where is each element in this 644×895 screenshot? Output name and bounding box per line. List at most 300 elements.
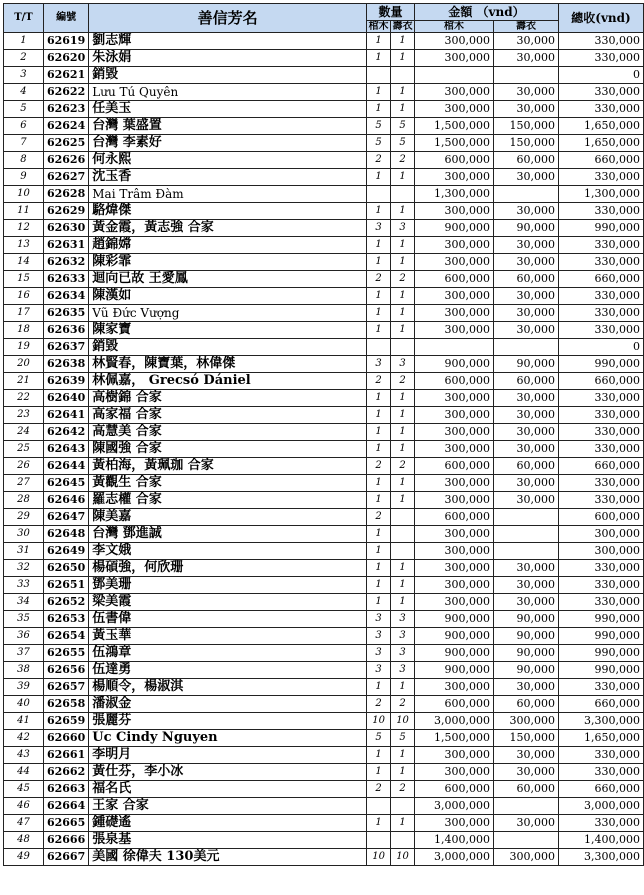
- donor-code: 62624: [43, 118, 88, 135]
- row-total: 990,000: [558, 220, 643, 237]
- donor-code: 62659: [43, 713, 88, 730]
- row-number: 19: [4, 339, 44, 356]
- amount-shroud: [494, 186, 559, 203]
- donor-name: 伍達勇: [89, 662, 367, 679]
- amount-coffin: 900,000: [415, 645, 494, 662]
- amount-coffin: 300,000: [415, 33, 494, 50]
- qty-coffin: 1: [367, 169, 391, 186]
- qty-coffin: 1: [367, 390, 391, 407]
- table-row: [4, 203, 644, 220]
- donor-name: 台灣 葉盛置: [89, 118, 367, 135]
- row-number: 11: [4, 203, 44, 220]
- qty-shroud: [391, 543, 415, 560]
- qty-shroud: 1: [391, 594, 415, 611]
- amount-shroud: 90,000: [494, 220, 559, 237]
- amount-shroud: 60,000: [494, 458, 559, 475]
- qty-coffin: 3: [367, 220, 391, 237]
- donor-name: 黃金霞，黃志強 合家: [89, 220, 367, 237]
- row-number: 9: [4, 169, 44, 186]
- qty-coffin: 1: [367, 203, 391, 220]
- row-number: 4: [4, 84, 44, 101]
- amount-shroud: 30,000: [494, 441, 559, 458]
- table-row: [4, 492, 644, 509]
- amount-coffin: 300,000: [415, 84, 494, 101]
- row-total: 330,000: [558, 594, 643, 611]
- row-number: 44: [4, 764, 44, 781]
- row-total: 330,000: [558, 475, 643, 492]
- row-total: 3,000,000: [558, 798, 643, 815]
- amount-coffin: 900,000: [415, 628, 494, 645]
- qty-coffin: 2: [367, 458, 391, 475]
- qty-coffin: 1: [367, 50, 391, 67]
- qty-shroud: 1: [391, 441, 415, 458]
- qty-shroud: 2: [391, 696, 415, 713]
- qty-shroud: 5: [391, 730, 415, 747]
- donor-name: 張泉基: [89, 832, 367, 849]
- qty-shroud: 1: [391, 84, 415, 101]
- row-total: 990,000: [558, 628, 643, 645]
- donor-name: 李文娥: [89, 543, 367, 560]
- donor-name: 沈玉香: [89, 169, 367, 186]
- table-row: [4, 390, 644, 407]
- row-number: 7: [4, 135, 44, 152]
- table-row: [4, 475, 644, 492]
- qty-coffin: [367, 186, 391, 203]
- amount-coffin: 300,000: [415, 815, 494, 832]
- row-total: 660,000: [558, 696, 643, 713]
- qty-coffin: 10: [367, 849, 391, 866]
- header-amount-shroud: 壽衣: [494, 21, 559, 33]
- amount-coffin: 900,000: [415, 662, 494, 679]
- donor-name: 鄧美珊: [89, 577, 367, 594]
- amount-shroud: 30,000: [494, 322, 559, 339]
- donor-code: 62653: [43, 611, 88, 628]
- amount-coffin: 300,000: [415, 679, 494, 696]
- amount-shroud: 90,000: [494, 628, 559, 645]
- row-total: 330,000: [558, 101, 643, 118]
- row-number: 34: [4, 594, 44, 611]
- donor-name: 福名氏: [89, 781, 367, 798]
- row-number: 43: [4, 747, 44, 764]
- donor-code: 62637: [43, 339, 88, 356]
- table-row: [4, 577, 644, 594]
- donor-code: 62619: [43, 33, 88, 50]
- qty-shroud: 1: [391, 390, 415, 407]
- table-row: [4, 101, 644, 118]
- row-number: 28: [4, 492, 44, 509]
- table-row: [4, 696, 644, 713]
- row-number: 15: [4, 271, 44, 288]
- qty-shroud: 1: [391, 33, 415, 50]
- donor-code: 62649: [43, 543, 88, 560]
- table-row: [4, 373, 644, 390]
- qty-coffin: 1: [367, 594, 391, 611]
- donor-name: 楊順令，楊淑淇: [89, 679, 367, 696]
- table-row: [4, 322, 644, 339]
- table-row: [4, 84, 644, 101]
- qty-coffin: 2: [367, 152, 391, 169]
- table-row: [4, 152, 644, 169]
- qty-coffin: 1: [367, 237, 391, 254]
- qty-shroud: 2: [391, 781, 415, 798]
- table-row: [4, 186, 644, 203]
- amount-shroud: 90,000: [494, 645, 559, 662]
- donor-code: 62666: [43, 832, 88, 849]
- donor-code: 62640: [43, 390, 88, 407]
- header-name: 善信芳名: [89, 4, 367, 33]
- row-number: 49: [4, 849, 44, 866]
- qty-coffin: 1: [367, 407, 391, 424]
- qty-coffin: 3: [367, 356, 391, 373]
- amount-coffin: 300,000: [415, 560, 494, 577]
- row-number: 38: [4, 662, 44, 679]
- qty-shroud: 1: [391, 560, 415, 577]
- row-total: 330,000: [558, 50, 643, 67]
- amount-shroud: 30,000: [494, 288, 559, 305]
- row-number: 39: [4, 679, 44, 696]
- amount-coffin: 300,000: [415, 254, 494, 271]
- table-row: [4, 339, 644, 356]
- donor-code: 62629: [43, 203, 88, 220]
- row-number: 13: [4, 237, 44, 254]
- donor-name: 伍鴻章: [89, 645, 367, 662]
- qty-shroud: 5: [391, 135, 415, 152]
- qty-coffin: 1: [367, 764, 391, 781]
- qty-shroud: 3: [391, 356, 415, 373]
- qty-shroud: 1: [391, 577, 415, 594]
- row-number: 45: [4, 781, 44, 798]
- amount-coffin: 300,000: [415, 407, 494, 424]
- amount-shroud: 30,000: [494, 492, 559, 509]
- donor-code: 62662: [43, 764, 88, 781]
- row-number: 36: [4, 628, 44, 645]
- donor-name: 陳漢如: [89, 288, 367, 305]
- donor-code: 62635: [43, 305, 88, 322]
- row-number: 35: [4, 611, 44, 628]
- amount-shroud: 30,000: [494, 169, 559, 186]
- qty-coffin: 3: [367, 645, 391, 662]
- donor-name: 高家福 合家: [89, 407, 367, 424]
- row-total: 660,000: [558, 781, 643, 798]
- row-total: 330,000: [558, 764, 643, 781]
- table-header: [4, 4, 644, 33]
- donor-code: 62665: [43, 815, 88, 832]
- qty-coffin: 5: [367, 135, 391, 152]
- row-number: 41: [4, 713, 44, 730]
- donor-code: 62638: [43, 356, 88, 373]
- header-code: 編號: [43, 4, 88, 33]
- amount-coffin: 1,300,000: [415, 186, 494, 203]
- donor-name: 陳彩霏: [89, 254, 367, 271]
- donor-name: 朱泳娟: [89, 50, 367, 67]
- donor-code: 62644: [43, 458, 88, 475]
- table-row: [4, 662, 644, 679]
- donor-name: 黃仕芬，李小冰: [89, 764, 367, 781]
- row-total: 0: [558, 67, 643, 84]
- row-number: 47: [4, 815, 44, 832]
- amount-coffin: 3,000,000: [415, 713, 494, 730]
- amount-shroud: 30,000: [494, 679, 559, 696]
- row-number: 32: [4, 560, 44, 577]
- amount-shroud: 30,000: [494, 237, 559, 254]
- qty-coffin: 1: [367, 560, 391, 577]
- donor-name: 羅志權 合家: [89, 492, 367, 509]
- donor-code: 62658: [43, 696, 88, 713]
- qty-coffin: 1: [367, 475, 391, 492]
- row-total: 1,400,000: [558, 832, 643, 849]
- row-total: 330,000: [558, 203, 643, 220]
- row-number: 1: [4, 33, 44, 50]
- qty-shroud: 1: [391, 407, 415, 424]
- row-total: 1,650,000: [558, 118, 643, 135]
- table-row: [4, 713, 644, 730]
- amount-coffin: [415, 67, 494, 84]
- row-number: 48: [4, 832, 44, 849]
- amount-shroud: 90,000: [494, 356, 559, 373]
- qty-shroud: [391, 526, 415, 543]
- donor-code: 62651: [43, 577, 88, 594]
- qty-shroud: 3: [391, 662, 415, 679]
- table-row: [4, 424, 644, 441]
- row-total: 300,000: [558, 543, 643, 560]
- donor-code: 62623: [43, 101, 88, 118]
- row-number: 27: [4, 475, 44, 492]
- table-row: [4, 288, 644, 305]
- qty-shroud: 1: [391, 475, 415, 492]
- table-body: [4, 33, 644, 866]
- row-total: 990,000: [558, 645, 643, 662]
- amount-coffin: 300,000: [415, 50, 494, 67]
- donor-name: 美國 徐偉夫 130美元: [89, 849, 367, 866]
- donor-code: 62650: [43, 560, 88, 577]
- amount-coffin: 300,000: [415, 390, 494, 407]
- amount-shroud: 30,000: [494, 50, 559, 67]
- amount-shroud: 90,000: [494, 611, 559, 628]
- donor-name: 梁美霞: [89, 594, 367, 611]
- donor-code: 62661: [43, 747, 88, 764]
- amount-shroud: 30,000: [494, 594, 559, 611]
- donor-code: 62656: [43, 662, 88, 679]
- qty-coffin: 1: [367, 33, 391, 50]
- row-total: 330,000: [558, 169, 643, 186]
- row-total: 300,000: [558, 526, 643, 543]
- donor-name: 黃柏海，黃珮珈 合家: [89, 458, 367, 475]
- row-number: 21: [4, 373, 44, 390]
- row-total: 330,000: [558, 305, 643, 322]
- qty-coffin: 5: [367, 730, 391, 747]
- row-total: 1,650,000: [558, 730, 643, 747]
- amount-coffin: 1,500,000: [415, 730, 494, 747]
- table-row: [4, 645, 644, 662]
- donor-name: 駱煒傑: [89, 203, 367, 220]
- row-total: 330,000: [558, 33, 643, 50]
- qty-shroud: [391, 339, 415, 356]
- row-number: 23: [4, 407, 44, 424]
- table-row: [4, 407, 644, 424]
- donor-code: 62645: [43, 475, 88, 492]
- qty-shroud: 2: [391, 152, 415, 169]
- row-total: 330,000: [558, 390, 643, 407]
- row-total: 990,000: [558, 611, 643, 628]
- row-total: 660,000: [558, 271, 643, 288]
- row-number: 46: [4, 798, 44, 815]
- donor-name: Mai Trâm Đàm: [89, 186, 367, 203]
- donor-code: 62630: [43, 220, 88, 237]
- header-qty-shroud: 壽衣: [392, 21, 413, 32]
- qty-shroud: 1: [391, 169, 415, 186]
- amount-shroud: 60,000: [494, 696, 559, 713]
- qty-coffin: 1: [367, 815, 391, 832]
- amount-coffin: 600,000: [415, 271, 494, 288]
- donor-name: Lưu Tú Quyên: [89, 84, 367, 101]
- qty-shroud: 1: [391, 237, 415, 254]
- row-total: 330,000: [558, 322, 643, 339]
- qty-shroud: 1: [391, 50, 415, 67]
- amount-shroud: 30,000: [494, 203, 559, 220]
- donor-code: 62641: [43, 407, 88, 424]
- amount-shroud: 30,000: [494, 407, 559, 424]
- amount-shroud: 30,000: [494, 305, 559, 322]
- row-number: 30: [4, 526, 44, 543]
- amount-shroud: 90,000: [494, 662, 559, 679]
- table-row: [4, 747, 644, 764]
- row-number: 8: [4, 152, 44, 169]
- amount-coffin: 600,000: [415, 781, 494, 798]
- amount-shroud: [494, 509, 559, 526]
- table-row: [4, 50, 644, 67]
- donor-code: 62646: [43, 492, 88, 509]
- qty-coffin: 2: [367, 271, 391, 288]
- table-row: [4, 628, 644, 645]
- row-number: 20: [4, 356, 44, 373]
- table-row: [4, 679, 644, 696]
- row-total: 0: [558, 339, 643, 356]
- qty-shroud: 5: [391, 118, 415, 135]
- row-number: 24: [4, 424, 44, 441]
- donor-code: 62643: [43, 441, 88, 458]
- donor-code: 62663: [43, 781, 88, 798]
- donor-code: 62660: [43, 730, 88, 747]
- amount-coffin: 300,000: [415, 577, 494, 594]
- table-row: [4, 33, 644, 50]
- row-number: 31: [4, 543, 44, 560]
- table-row: [4, 611, 644, 628]
- donor-code: 62626: [43, 152, 88, 169]
- table-row: [4, 305, 644, 322]
- qty-coffin: 3: [367, 628, 391, 645]
- row-number: 18: [4, 322, 44, 339]
- table-row: [4, 237, 644, 254]
- donor-code: 62632: [43, 254, 88, 271]
- amount-coffin: 300,000: [415, 322, 494, 339]
- donor-name: 陳國強 合家: [89, 441, 367, 458]
- donor-code: 62667: [43, 849, 88, 866]
- donor-name: Úc Cindy Nguyen: [89, 730, 367, 747]
- header-amount: 金額 （vnd）: [415, 4, 559, 21]
- amount-coffin: 300,000: [415, 764, 494, 781]
- donor-name: 任美玉: [89, 101, 367, 118]
- donor-name: 林賢春，陳寶葉，林偉傑: [89, 356, 367, 373]
- donor-code: 62636: [43, 322, 88, 339]
- row-number: 16: [4, 288, 44, 305]
- row-total: 330,000: [558, 560, 643, 577]
- row-total: 1,300,000: [558, 186, 643, 203]
- amount-coffin: 600,000: [415, 458, 494, 475]
- donor-code: 62634: [43, 288, 88, 305]
- amount-shroud: 60,000: [494, 781, 559, 798]
- donor-code: 62648: [43, 526, 88, 543]
- qty-shroud: 1: [391, 764, 415, 781]
- donor-code: 62621: [43, 67, 88, 84]
- qty-coffin: 1: [367, 679, 391, 696]
- amount-coffin: 3,000,000: [415, 849, 494, 866]
- table-row: [4, 849, 644, 866]
- table-row: [4, 220, 644, 237]
- amount-coffin: 300,000: [415, 237, 494, 254]
- amount-coffin: 900,000: [415, 356, 494, 373]
- row-number: 25: [4, 441, 44, 458]
- qty-coffin: 1: [367, 101, 391, 118]
- donation-table: [3, 3, 644, 866]
- amount-coffin: 900,000: [415, 611, 494, 628]
- donor-code: 62664: [43, 798, 88, 815]
- table-row: [4, 356, 644, 373]
- amount-coffin: 300,000: [415, 526, 494, 543]
- table-row: [4, 764, 644, 781]
- amount-coffin: 300,000: [415, 305, 494, 322]
- amount-coffin: 1,400,000: [415, 832, 494, 849]
- qty-shroud: 1: [391, 747, 415, 764]
- amount-coffin: 1,500,000: [415, 118, 494, 135]
- amount-shroud: [494, 526, 559, 543]
- qty-coffin: 2: [367, 509, 391, 526]
- amount-coffin: 300,000: [415, 543, 494, 560]
- qty-shroud: [391, 509, 415, 526]
- donor-code: 62628: [43, 186, 88, 203]
- amount-shroud: 150,000: [494, 135, 559, 152]
- table-row: [4, 509, 644, 526]
- qty-shroud: 3: [391, 645, 415, 662]
- amount-coffin: 300,000: [415, 203, 494, 220]
- row-total: 330,000: [558, 577, 643, 594]
- row-number: 14: [4, 254, 44, 271]
- row-total: 330,000: [558, 747, 643, 764]
- qty-shroud: [391, 67, 415, 84]
- qty-shroud: 1: [391, 101, 415, 118]
- qty-coffin: 3: [367, 662, 391, 679]
- amount-coffin: [415, 339, 494, 356]
- donor-code: 62655: [43, 645, 88, 662]
- amount-shroud: 30,000: [494, 560, 559, 577]
- qty-shroud: 1: [391, 288, 415, 305]
- table-row: [4, 67, 644, 84]
- row-total: 1,650,000: [558, 135, 643, 152]
- row-total: 330,000: [558, 407, 643, 424]
- table-row: [4, 594, 644, 611]
- donor-code: 62639: [43, 373, 88, 390]
- amount-shroud: 300,000: [494, 849, 559, 866]
- qty-coffin: 1: [367, 543, 391, 560]
- qty-coffin: [367, 798, 391, 815]
- row-number: 42: [4, 730, 44, 747]
- qty-coffin: 1: [367, 322, 391, 339]
- qty-coffin: 3: [367, 611, 391, 628]
- donor-name: 銷毀: [89, 339, 367, 356]
- donor-name: 劉志輝: [89, 33, 367, 50]
- qty-shroud: 1: [391, 305, 415, 322]
- header-amount-coffin: 棺木: [415, 21, 494, 33]
- qty-coffin: 1: [367, 526, 391, 543]
